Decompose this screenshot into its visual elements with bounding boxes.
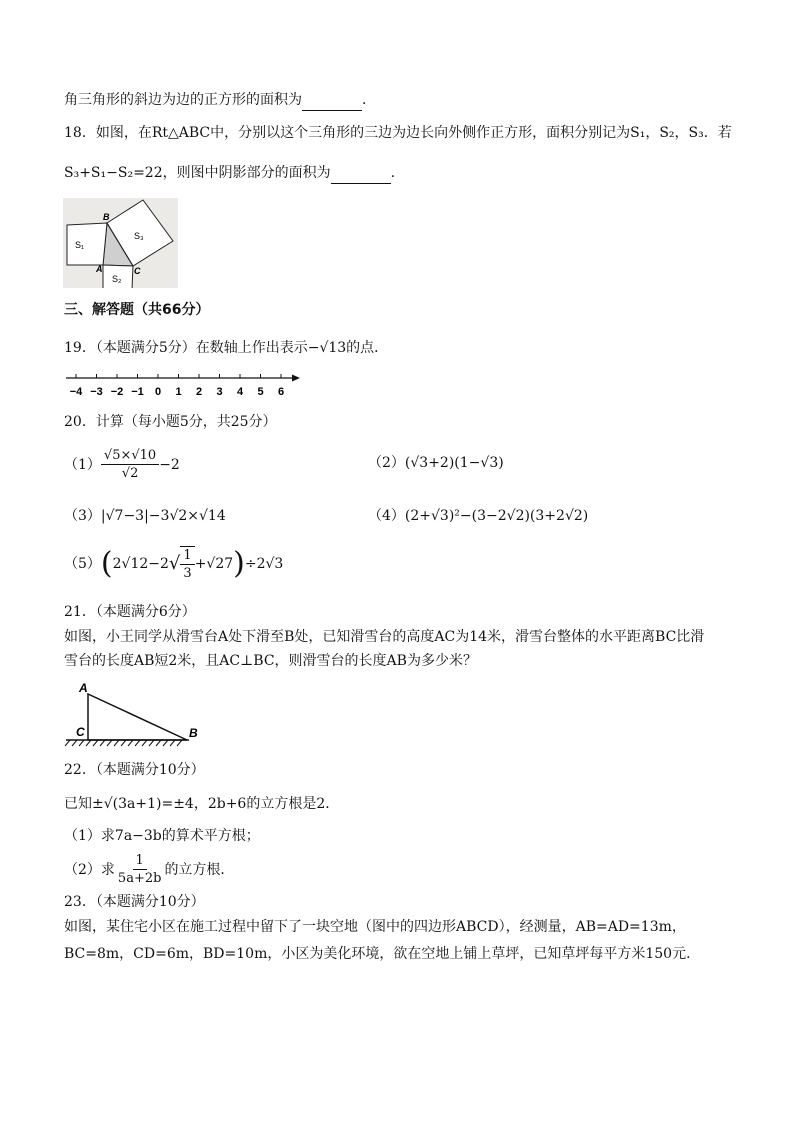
q22-2-rest: 的立方根． — [164, 861, 235, 878]
q20-5-frac-num: 1 — [180, 547, 194, 565]
q17-end: . — [362, 92, 367, 108]
q22-heading: 22．（本题满分10分） — [64, 762, 205, 778]
tick-label: 2 — [195, 386, 203, 398]
tick-label: 6 — [277, 386, 285, 398]
hatch-line — [163, 740, 168, 746]
q20-1-numerator: √5×√10 — [101, 447, 159, 465]
ground-hatching — [65, 740, 182, 746]
slide-triangle — [88, 694, 187, 740]
q20-1-denominator: √2 — [121, 466, 139, 481]
q20-1-rest: −2 — [159, 456, 180, 473]
q20-5-frac-den: 3 — [183, 566, 192, 581]
q20-5-fraction — [180, 546, 194, 582]
hatch-line — [107, 740, 112, 746]
q20-part4: （4）(2+√3)²−(3−2√2)(3+2√2) — [368, 508, 589, 524]
label-s2: S₂ — [112, 274, 122, 284]
hatch-line — [142, 740, 147, 746]
q22-2-numerator: 1 — [133, 852, 147, 870]
q20-part1 — [64, 447, 180, 482]
tick-label: 5 — [257, 386, 264, 398]
label-c: C — [76, 725, 85, 739]
tick-label: −2 — [110, 386, 124, 398]
number-line-arrow — [292, 375, 300, 382]
tick-label: −1 — [131, 386, 144, 398]
q22-2-label: （2）求 — [64, 861, 115, 878]
q23-text-line1: 如图，某住宅小区在施工过程中留下了一块空地（图中的四边形ABCD），经测量，AB=AD=13m， — [64, 919, 686, 935]
number-line — [64, 370, 304, 400]
q22-part2 — [64, 852, 234, 887]
square-s1 — [67, 223, 107, 265]
q18-end: . — [390, 165, 396, 181]
hatch-line — [114, 740, 119, 746]
hatch-line — [100, 740, 105, 746]
section-3-heading: 三、解答题（共66分） — [64, 302, 210, 318]
hatch-line — [65, 740, 70, 746]
q21-text-line2: 雪台的长度AB短2米，且AC⊥BC，则滑雪台的长度AB为多少米？ — [64, 653, 477, 669]
label-s1: S₁ — [75, 240, 85, 250]
q20-1-label: （1） — [64, 456, 101, 473]
tick-label: −3 — [90, 386, 103, 398]
label-a: A — [96, 264, 103, 274]
label-s3: S₃ — [134, 231, 144, 241]
q20-5-label: （5） — [64, 556, 101, 572]
q20-5-paren-open: ( — [100, 546, 113, 581]
q20-5-radical: √ — [168, 553, 181, 574]
q20-part3: （3）|√7−3|−3√2×√14 — [64, 508, 226, 524]
q22-part1: （1）求7a−3b的算术平方根； — [64, 828, 260, 844]
q22-2-denominator: 5a+2b — [117, 871, 162, 886]
q20-heading: 20．计算（每小题5分，共25分） — [64, 414, 277, 430]
hatch-line — [156, 740, 161, 746]
q17-answer-blank — [302, 90, 362, 111]
hatch-line — [170, 740, 175, 746]
hatch-line — [128, 740, 133, 746]
q20-part5 — [64, 546, 283, 582]
q21-slide-figure — [64, 680, 204, 748]
tick-label: 4 — [236, 386, 244, 398]
hatch-line — [177, 740, 182, 746]
q20-5-term-b: +√27 — [194, 556, 234, 572]
q18-line2 — [64, 163, 395, 184]
q20-5-paren-close: ) — [233, 546, 245, 581]
q22-given: 已知±√(3a+1)=±4，2b+6的立方根是2． — [64, 796, 340, 812]
label-b: B — [103, 212, 110, 222]
q20-part2: （2）(√3+2)(1−√3) — [368, 455, 504, 471]
label-b: B — [189, 726, 198, 740]
q23-heading: 23．（本题满分10分） — [64, 894, 205, 910]
hatch-line — [79, 740, 84, 746]
q20-5-term-a: 2√12−2 — [112, 556, 169, 572]
q18-squares-figure — [63, 198, 178, 288]
hatch-line — [149, 740, 154, 746]
q19-text: 19．（本题满分5分）在数轴上作出表示−√13的点． — [64, 340, 389, 356]
q18-text: S₃+S₁−S₂=22，则图中阴影部分的面积为 — [64, 165, 331, 181]
tick-label: 3 — [216, 386, 223, 398]
hatch-line — [135, 740, 140, 746]
hatch-line — [93, 740, 98, 746]
q22-2-fraction — [115, 852, 165, 887]
tick-label: −4 — [69, 386, 83, 398]
q23-text-line2: BC=8m，CD=6m，BD=10m，小区为美化环境，欲在空地上铺上草坪，已知草坪每平方米150元． — [64, 946, 701, 962]
q21-heading: 21．（本题满分6分） — [64, 604, 196, 620]
hatch-line — [72, 740, 77, 746]
q18-line1: 18．如图，在Rt△ABC中，分别以这个三角形的三边为边长向外侧作正方形，面积分别记为S₁，S₂，S₃．若 — [64, 125, 732, 141]
label-c: C — [134, 266, 141, 276]
q20-1-fraction — [101, 447, 159, 482]
tick-label: 1 — [175, 386, 182, 398]
q21-text-line1: 如图，小王同学从滑雪台A处下滑至B处，已知滑雪台的高度AC为14米，滑雪台整体的水平距离BC比滑 — [64, 629, 705, 645]
tick-label: 0 — [154, 386, 162, 398]
q17-text: 角三角形的斜边为边的正方形的面积为 — [64, 92, 302, 108]
q20-5-term-c: ÷2√3 — [244, 556, 284, 572]
q18-answer-blank — [331, 163, 391, 184]
hatch-line — [121, 740, 126, 746]
q17-line — [64, 90, 366, 111]
hatch-line — [86, 740, 91, 746]
label-a: A — [79, 681, 88, 695]
